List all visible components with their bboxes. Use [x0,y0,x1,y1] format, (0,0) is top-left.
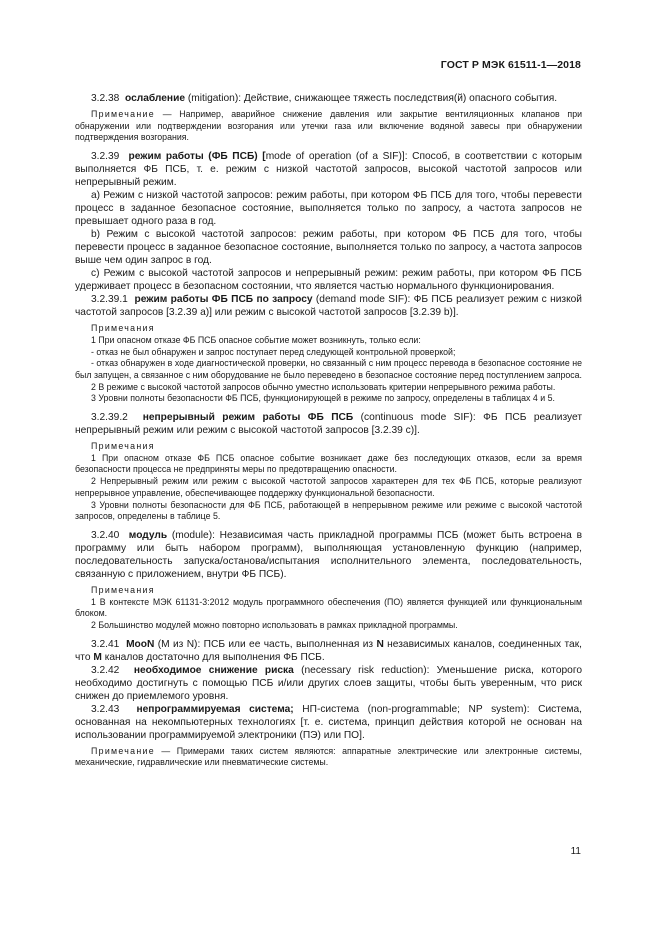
note-2: 2 Большинство модулей можно повторно использовать в рамках прикладной программы. [91,620,458,631]
item-a: a) Режим с низкой частотой запросов: режим работы, при котором ФБ ПСБ для того, чтобы перевести процесс в заданное безопасное состояние, выполняется только по запросу, а частота запросов не превышает одного раза в год. [75,190,582,228]
term-3-2-39-1: 3.2.39.1 режим работы ФБ ПСБ по запросу (demand mode SIF): ФБ ПСБ реализует режим с низкой частотой запросов [3.2.39 a)] или режим с высокой частотой запросов [3.2.39 b)]. [75,294,582,319]
term-title: непрограммируемая система; [136,703,294,715]
note-3: 3 Уровни полноты безопасности для ФБ ПСБ, работающей в непрерывном режиме или режиме с высокой частотой запросов, определены в таблице 5. [75,499,582,522]
page-content [75,92,582,769]
notes-label: Примечания [91,323,155,334]
note-2: 2 В режиме с высокой частотой запросов обычно уместно использовать критерии непрерывного режима работы. [91,381,556,392]
notes-label: Примечания [91,441,155,452]
note-1: 1 При опасном отказе ФБ ПСБ опасное событие возникает даже без последующих отказов, если за время безопасности процесса не предприняты меры по предотвращению опасности. [75,452,582,475]
term-3-2-41: 3.2.41 MooN (M из N): ПСБ или ее часть, выполненная из N независимых каналов, соединенных так, что M каналов достаточно для выполнения ФБ ПСБ. [75,638,582,663]
note-3: 3 Уровни полноты безопасности ФБ ПСБ, функционирующей в режиме по запросу, определены в таблицах 4 и 5. [91,393,555,404]
note-2: 2 Непрерывный режим или режим с высокой частотой запросов характерен для тех ФБ ПСБ, которые реализуют непрерывное управление, обеспечивающее поддержку функциональной безопасности. [75,476,582,498]
term-3-2-39-2: 3.2.39.2 непрерывный режим работы ФБ ПСБ (continuous mode SIF): ФБ ПСБ реализует непрерывный режим или режим с высокой частотой запросов [3.2.39 c)]. [75,412,582,437]
term-3-2-39: 3.2.39 режим работы (ФБ ПСБ) [mode of operation (of a SIF)]: Способ, в соответствии с которым выполняется ФБ ПСБ, т. е. режим с низкой частотой запросов, высокой частотой запросов или непрерывный режим. [75,151,582,189]
term-3-2-42: 3.2.42 необходимое снижение риска (necessary risk reduction): Уменьшение риска, которого необходимо достигнуть с помощью ПСБ и/или других слоев защиты, чтобы быть уверенным, что риск снижен до приемлемого уровня. [75,664,582,702]
term-3-2-43: 3.2.43 непрограммируемая система; НП-система (non-programmable; NP system): Система, основанная на некомпьютерных технологиях [т. е. система, принцип действия которой не основан на использовании программируемой электроники (ПЭ) или ПО]. [75,703,582,741]
term-title: модуль [128,529,168,541]
item-c: c) Режим с высокой частотой запросов и непрерывный режим: режим работы, при котором ФБ ПСБ удерживает процесс в безопасном состоянии, что является частью нормального функционирования. [75,268,582,293]
notes-label: Примечания [91,584,155,595]
note-1: 1 При опасном отказе ФБ ПСБ опасное событие может возникнуть, только если: [91,334,421,345]
note-1: 1 В контексте МЭК 61131-3:2012 модуль программного обеспечения (ПО) является функцией или функциональным блоком. [75,596,582,619]
note-3-2-38: Примечание — Например, аварийное снижение давления или закрытие вентиляционных клапанов при обнаружении или подтверждении возгорания или утечки газа или включение водяной завесы при обнаружении подтверждения возгорания. [75,109,582,143]
note-1b: - отказ обнаружен в ходе диагностической проверки, но связанный с ним процесс перевода в безопасное состояние не был запущен, а связанное с ним оборудование не было переведено в безопасное состояние перед поступлением запроса. [75,358,583,380]
term-title: ослабление [125,93,186,104]
term-3-2-40: 3.2.40 модуль (module): Независимая часть прикладной программы ПСБ (может быть встроена в программу или быть набором программ), выполняющая установленную функцию (например, последовательность запуска/останова/испытания исполнительного элемента, последовательность, связанную с приложением, внутри ФБ ПСБ). [75,529,582,580]
term-title: MooN [126,638,155,650]
note-3-2-43: Примечание — Примерами таких систем являются: аппаратные электрические или электронные системы, механические, гидравлические или пневматические системы. [75,745,582,768]
page-number: 11 [570,846,581,857]
term-title: режим работы (ФБ ПСБ) [ [128,151,266,163]
term-title: непрерывный режим работы ФБ ПСБ [142,412,354,424]
standard-header: ГОСТ Р МЭК 61511-1—2018 [440,59,581,71]
term-title: режим работы ФБ ПСБ по запросу [134,294,313,306]
term-title: необходимое снижение риска [133,664,294,676]
item-b: b) Режим с высокой частотой запросов: режим работы, при котором ФБ ПСБ для того, чтобы перевести процесс в заданное безопасное состояние, выполняется только по запросу, а частота запросов выше чем один запрос в год. [75,229,582,267]
term-3-2-38: 3.2.38 ослабление (mitigation): Действие, снижающее тяжесть последствия(й) опасного события. [91,93,558,104]
note-1a: - отказ не был обнаружен и запрос поступает перед следующей контрольной проверкой; [91,346,456,357]
